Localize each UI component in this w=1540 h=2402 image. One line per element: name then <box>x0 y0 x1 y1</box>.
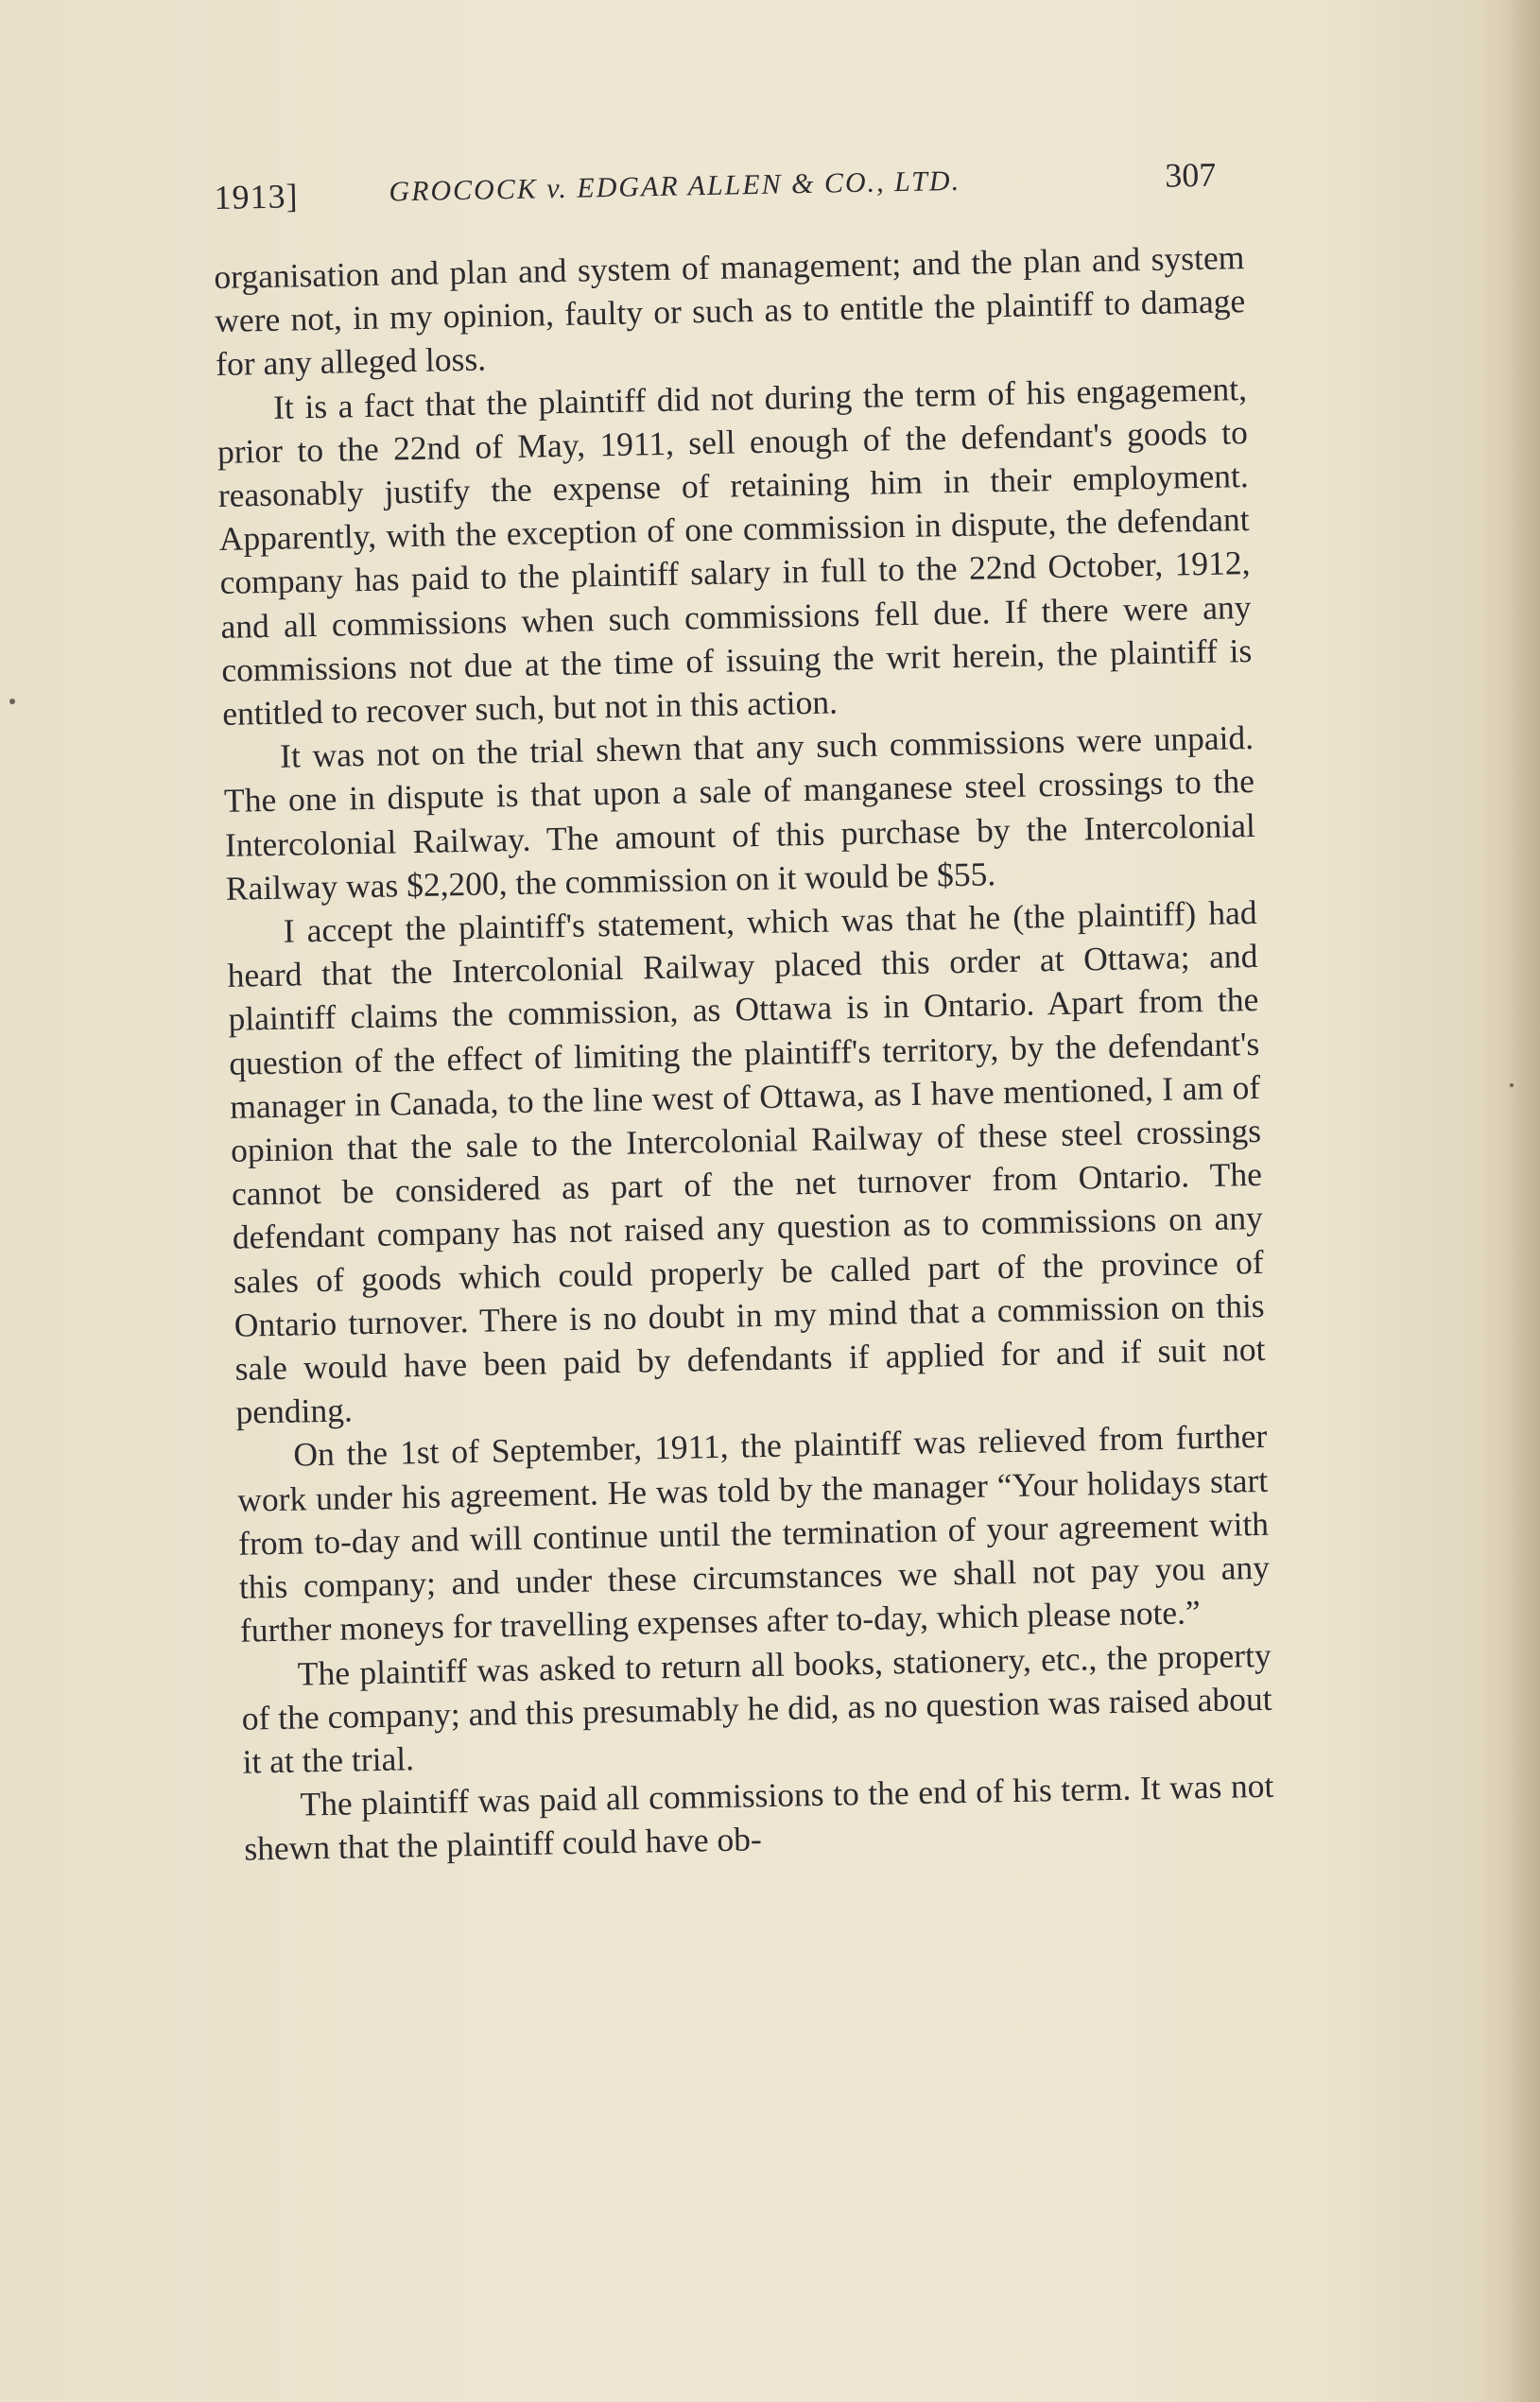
paragraph: The plaintiff was paid all commissions to the end of his term. It was not shewn that the plaintiff could have ob- <box>243 1766 1274 1868</box>
paper-speck <box>1510 1083 1514 1087</box>
paragraph: It is a fact that the plaintiff did not during the term of his engagement, prior to the 22nd of May, 1911, sell enough of the defendant's goods to reasonably justify the expense of retaining him in their employment. Apparently, with the exception of one commission in dispute, the defendant company has paid to the plaintiff salary in full to the 22nd October, 1912, and all commissions when such commissions fell due. If there were any commissions not due at the time of issuing the writ herein, the plaintiff is entitled to recover such, but not in this action. <box>216 369 1253 733</box>
paragraph: The plaintiff was asked to return all books, stationery, etc., the property of the company; and this presumably he did, as no question was raised about it at the trial. <box>241 1635 1272 1781</box>
page-gutter-shadow <box>1502 0 1540 2402</box>
paragraph: On the 1st of September, 1911, the plaintiff was relieved from further work under his agreement. He was told by the manager “Your holidays start from to-day and will continue until the termination of your agreement with this company; and under these circumstances we shall not pay you any further moneys for travelling expenses after to-day, which please note.” <box>236 1417 1271 1650</box>
body-text <box>214 235 1275 1871</box>
page-number: 307 <box>1164 155 1217 195</box>
paragraph: It was not on the trial shewn that any such commissions were unpaid. The one in dispute is that upon a sale of manganese steel crossings to the Intercolonial Railway. The amount of this purchase by the Intercolonial Railway was $2,200, the commission on it would be $55. <box>223 718 1256 907</box>
paragraph: organisation and plan and system of management; and the plan and system were not, in my opinion, faulty or such as to entitle the plaintiff to damage for any alleged loss. <box>214 238 1246 384</box>
header-case-title: GROCOCK v. EDGAR ALLEN & CO., LTD. <box>389 164 961 208</box>
paper-speck <box>9 699 15 704</box>
header-year: 1913] <box>214 177 299 216</box>
paragraph: I accept the plaintiff's statement, which was that he (the plaintiff) had heard that the Intercolonial Railway placed this order at Ottawa; and plaintiff claims the commission, as Ottawa is in Ontario. Apart from the question of the effect of limiting the plaintiff's territory, by the defendant's manager in Canada, to the line west of Ottawa, as I have mentioned, I am of opinion that the sale to the Intercolonial Railway of these steel crossings cannot be considered as part of the net turnover from Ontario. The defendant company has not raised any question as to commissions on any sales of goods which could properly be called part of the province of Ontario turnover. There is no doubt in my mind that a commission on this sale would have been paid by defendants if applied for and if suit not pending. <box>227 892 1266 1432</box>
